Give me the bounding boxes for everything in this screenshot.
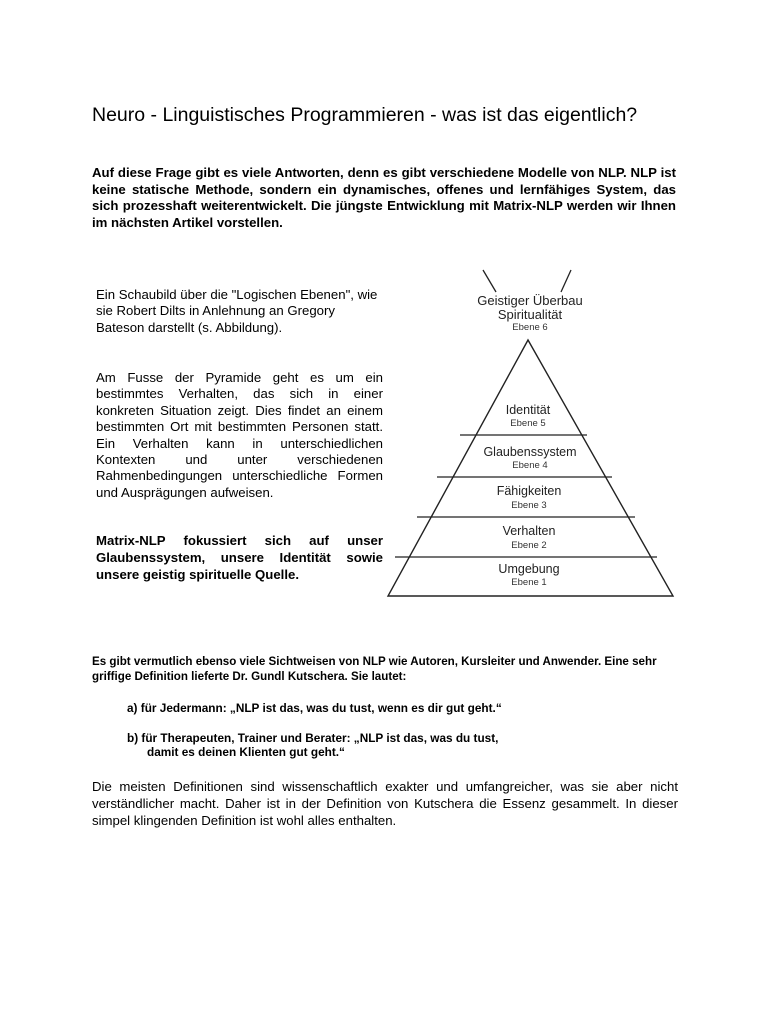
logical-levels-pyramid: [380, 262, 700, 602]
top-level-subname: Spiritualität: [497, 307, 563, 322]
level-number: Ebene 5: [510, 418, 546, 429]
ray-left: [483, 270, 496, 292]
level-number: Ebene 4: [512, 460, 548, 471]
diagram-caption: Ein Schaubild über die "Logischen Ebenen", wie sie Robert Dilts in Anlehnung an Gregory Bateson darstellt (s. Abbildung).: [96, 287, 378, 335]
closing-paragraph: Die meisten Definitionen sind wissenschaftlich exakter und umfangreicher, was sie aber nicht verständlicher macht. Daher ist in der Definition von Kutschera die Essenz gesammelt. In dieser simpel klingenden Definition ist wohl alles enthalten.: [92, 779, 678, 828]
definition-b-continuation: damit es deinen Klienten gut geht.“: [147, 745, 345, 759]
matrix-nlp-focus: Matrix-NLP fokussiert sich auf unser Glaubenssystem, unsere Identität sowie unsere geistig spirituelle Quelle.: [96, 533, 383, 582]
definition-intro: Es gibt vermutlich ebenso viele Sichtweisen von NLP wie Autoren, Kursleiter und Anwender. Eine sehr griffige Definition lieferte Dr. Gundl Kutschera. Sie lautet:: [92, 655, 657, 683]
definition-b: b) für Therapeuten, Trainer und Berater: „NLP ist das, was du tust,: [127, 731, 499, 745]
level-number: Ebene 1: [511, 577, 547, 588]
ray-right: [561, 270, 571, 292]
top-level-name: Geistiger Überbau: [477, 293, 583, 308]
level-name: Verhalten: [502, 524, 556, 538]
level-name: Glaubenssystem: [483, 445, 577, 459]
page-title: Neuro - Linguistisches Programmieren - was ist das eigentlich?: [92, 104, 638, 126]
level-name: Umgebung: [498, 562, 560, 576]
pyramid-explanation: Am Fusse der Pyramide geht es um ein bestimmtes Verhalten, das sich in einer konkreten Situation zeigt. Dies findet an einem bestimmten Ort mit bestimmten Personen statt. Ein Verhalten kann in unterschiedlichen Kontexten und unter verschiedenen Rahmenbedingungen unterschiedliche Formen und Ausprägungen aufweisen.: [96, 370, 383, 500]
level-name: Identität: [505, 403, 551, 417]
level-number: Ebene 3: [511, 500, 547, 511]
level-number: Ebene 2: [511, 540, 547, 551]
top-level-number: Ebene 6: [512, 322, 548, 333]
definition-a: a) für Jedermann: „NLP ist das, was du tust, wenn es dir gut geht.“: [127, 701, 502, 715]
intro-paragraph: Auf diese Frage gibt es viele Antworten, denn es gibt verschiedene Modelle von NLP. NLP ist keine statische Methode, sondern ein dynamisches, offenes und lernfähiges System, das sich prozesshaft weiterentwickelt. Die jüngste Entwicklung mit Matrix-NLP werden wir Ihnen im nächsten Artikel vorstellen.: [92, 165, 676, 230]
level-name: Fähigkeiten: [496, 484, 562, 498]
